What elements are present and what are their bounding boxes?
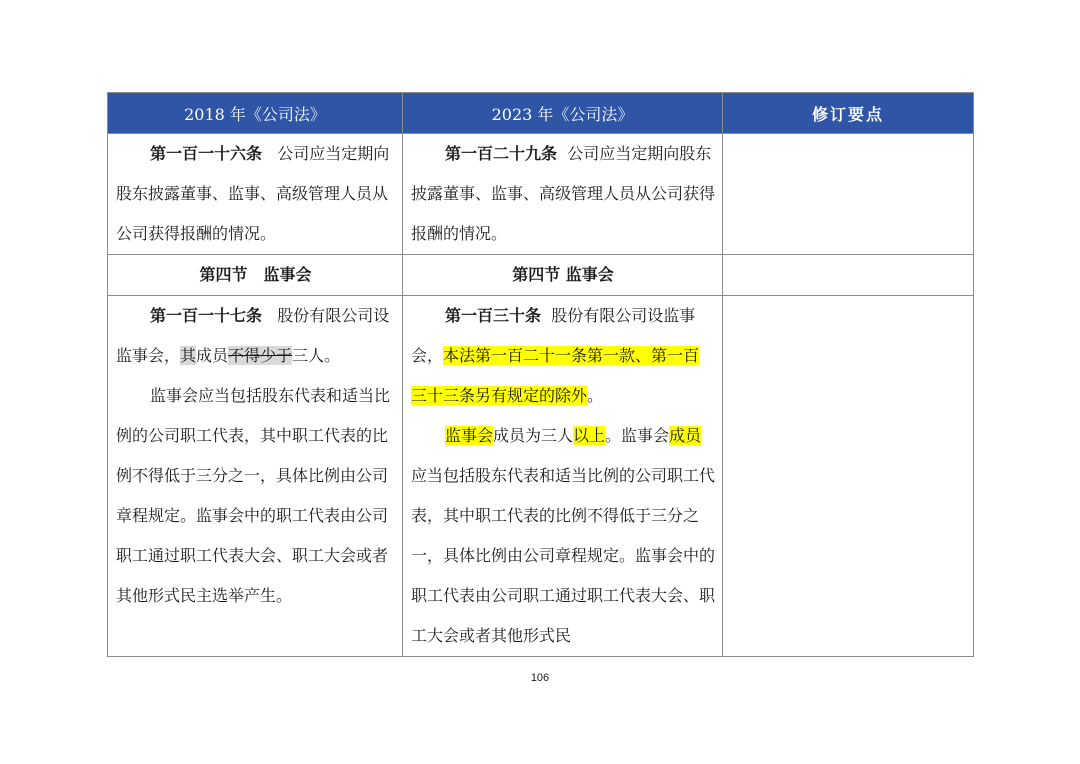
highlighted-text: 监事会 (445, 426, 494, 445)
new-text-part: 。监事会 (605, 426, 670, 445)
header-row (108, 93, 974, 134)
table-row (108, 296, 974, 657)
deleted-text: 其 (180, 346, 197, 365)
revision-note-cell (723, 255, 974, 296)
highlighted-text: 以上 (573, 426, 606, 445)
new-section-title: 第四节 监事会 (512, 265, 614, 284)
revision-note-cell (723, 134, 974, 255)
old-section-cell (108, 255, 403, 296)
old-law-cell (108, 134, 403, 255)
new-text-part: 成员为三人 (493, 426, 574, 445)
old-article-text: 公司应当定期向股东披露董事、监事、高级管理人员从公司获得报酬的情况。 (116, 144, 390, 243)
new-law-cell (403, 296, 723, 657)
new-text-part: 股份有限公司设监事会， (411, 306, 696, 365)
new-section-cell (403, 255, 723, 296)
old-text-part: 成员 (196, 346, 229, 365)
new-law-cell (403, 134, 723, 255)
new-text-part: 应当包括股东代表和适当比例的公司职工代表，其中职工代表的比例不得低于三分之一，具体比例由公司章程规定。监事会中的职工代表由公司职工通过职工代表大会、职工大会或者其他形式民 (411, 466, 716, 645)
new-text-part: 。 (587, 386, 604, 405)
struck-text: 不得少于 (228, 346, 293, 365)
header-2018-law: 2018 年《公司法》 (108, 93, 403, 134)
header-revision-points: 修订要点 (723, 93, 974, 134)
table-row (108, 134, 974, 255)
page-number: 106 (530, 672, 550, 684)
old-article-number: 第一百一十七条 (150, 306, 263, 325)
old-text-part: 三人。 (292, 346, 341, 365)
old-law-cell (108, 296, 403, 657)
old-article-number: 第一百一十六条 (150, 144, 263, 163)
section-row (108, 255, 974, 296)
highlighted-text: 成员 (669, 426, 702, 445)
new-article-text: 公司应当定期向股东披露董事、监事、高级管理人员从公司获得报酬的情况。 (411, 144, 716, 243)
header-2023-law: 2023 年《公司法》 (403, 93, 723, 134)
highlighted-text: 本法第一百二十一条第一款、第一百三十三条另有规定的除外 (411, 346, 700, 405)
old-paragraph-2: 监事会应当包括股东代表和适当比例的公司职工代表，其中职工代表的比例不得低于三分之一，具体比例由公司章程规定。监事会中的职工代表由公司职工通过职工代表大会、职工大会或者其他形式民主选举产生。 (116, 386, 391, 605)
new-article-number: 第一百三十条 (445, 306, 542, 325)
new-article-number: 第一百二十九条 (445, 144, 558, 163)
revision-note-cell (723, 296, 974, 657)
old-section-title: 第四节 监事会 (199, 265, 312, 284)
comparison-table (107, 92, 974, 657)
old-text-part: 股份有限公司设监事会， (116, 306, 390, 365)
